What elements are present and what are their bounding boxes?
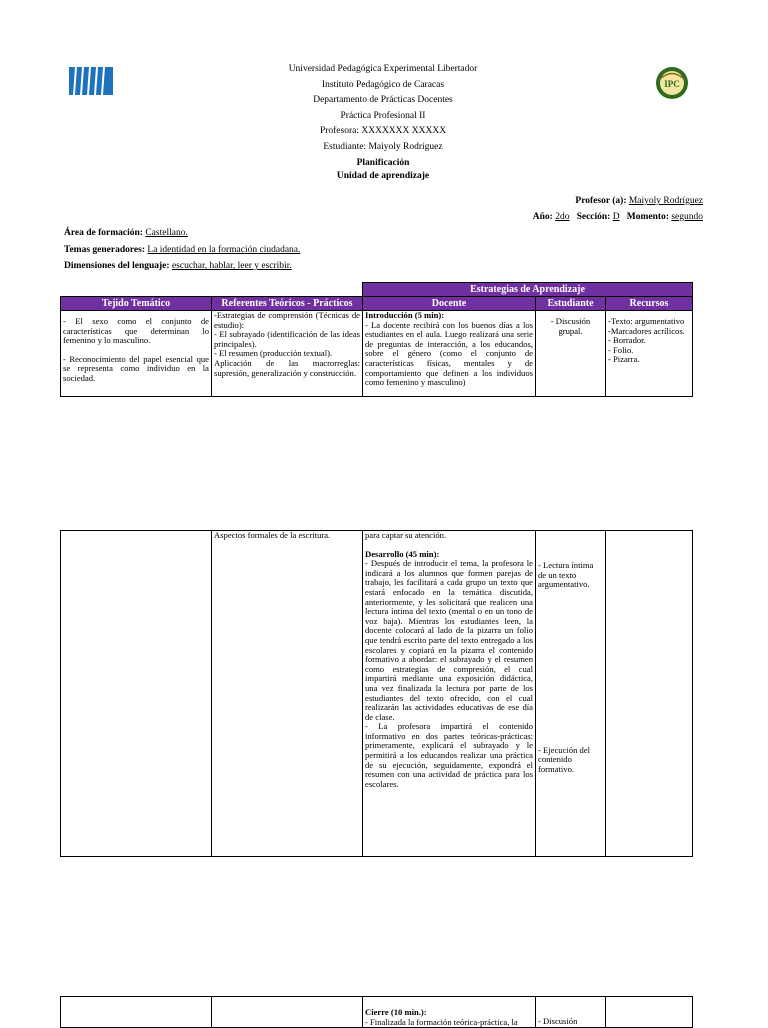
referente-item: Aplicación de las macrorreglas: supresión, generalización y construcción.: [214, 357, 360, 378]
header-line-university: Universidad Pedagógica Experimental Libertador: [288, 64, 478, 74]
introduccion-text: - La docente recibirá con los buenos días a los estudiantes en el aula. Luego realizará una serie de preguntas de interacción, a los educandos, sobre el género (como el conjunto de características físicas, mentales y de comportamiento que definen a los individuos como femenino y masculino): [365, 319, 533, 388]
area-label: Área de formación:: [64, 228, 143, 238]
recurso-item: - Borrador.: [608, 335, 646, 346]
recurso-item: -Texto: argumentativo: [608, 316, 685, 326]
docente-cell: [363, 997, 536, 1028]
table-row: [61, 531, 693, 857]
cierre-title: Cierre (10 min.):: [365, 1007, 427, 1017]
docente-cell: [363, 531, 536, 857]
document-title: Planificación: [356, 157, 410, 168]
referentes-cell: [212, 531, 363, 857]
desarrollo-text: - Después de introducir el tema, la profesora le indicará a los alumnos que formen parejas de trabajo, les facilitará a cada grupo un texto que estará enfocado en la temática discutida, anteriormente, y les solicitará que realicen una lectura íntima del texto (mental o en un tono de voz baja). Mientras los estudiantes leen, la docente colocará al lado de la pizarra un folio que tendrá escrito parte del texto entregado a los escolares y copiará en la pizarra el contenido formativo a abordar: el subrayado y el resumen como estrategias de compresión, el cual impartirá mediante una exposición didáctica, una vez finalizada la lectura por parte de los estudiantes del texto ofrecido, con el cual realizarán las actividades educativas de ese día de clase.: [365, 558, 533, 722]
desarrollo-title: Desarrollo (45 min):: [365, 548, 440, 559]
table-row: [61, 311, 693, 397]
recurso-item: - Folio.: [608, 344, 634, 355]
tejido-cell: [61, 997, 212, 1028]
university-logo: [69, 65, 113, 97]
recursos-cell: [606, 311, 693, 397]
anio-value: 2do: [555, 212, 570, 222]
referente-item: - El subrayado (identificación de las ideas principales).: [214, 329, 360, 349]
recursos-header: Recursos: [606, 297, 693, 311]
estudiante-cell: [536, 531, 606, 857]
recursos-cell: [606, 531, 693, 857]
estudiante-activity: - Ejecución del contenido formativo.: [538, 744, 591, 774]
planning-table-1: [60, 282, 693, 397]
docente-cell: [363, 311, 536, 397]
table-row: [61, 997, 693, 1028]
tejido-cell: [61, 311, 212, 397]
tejido-item: - Reconocimiento del papel esencial que se representa como individuo en la sociedad.: [63, 353, 209, 383]
recurso-item: - Pizarra.: [608, 354, 640, 365]
recursos-cell: [606, 997, 693, 1028]
seccion-label: Sección:: [576, 212, 611, 222]
header-line-department: Departamento de Prácticas Docentes: [313, 95, 453, 106]
docente-header: Docente: [363, 297, 536, 311]
estrategias-header: Estrategias de Aprendizaje: [363, 283, 693, 297]
referentes-cell: [212, 311, 363, 397]
referentes-cell: [212, 997, 363, 1028]
referente-item: Aspectos formales de la escritura.: [214, 530, 331, 540]
referentes-header: Referentes Teóricos - Prácticos: [212, 297, 363, 311]
header-line-course: Práctica Profesional II: [340, 110, 426, 121]
document-header: [230, 62, 536, 185]
planning-table-2: [60, 530, 693, 857]
docente-continuation: para captar su atención.: [365, 530, 447, 540]
referente-item: -Estrategias de comprensión (Técnicas de estudio):: [214, 310, 360, 330]
document-subtitle: Unidad de aprendizaje: [336, 171, 430, 182]
seccion-value: D: [612, 212, 620, 222]
temas-value: La identidad en la formación ciudadana.: [147, 244, 301, 255]
referente-item: - El resumen (producción textual).: [214, 348, 333, 359]
desarrollo-text: - La profesora impartirá el contenido informativo en dos partes teóricas-prácticas: primeramente, explicará el subrayado y le permitirá a los educandos realizar una práctica de su ejecución, seguidamente, expondrá el resumen con una actividad de práctica para los escolares.: [365, 721, 533, 789]
estudiante-activity: - Discusión: [538, 1016, 578, 1026]
estudiante-cell: [536, 997, 606, 1028]
planning-table-3: [60, 996, 693, 1028]
tejido-header: Tejido Temático: [61, 297, 212, 311]
dimensiones-value: escuchar, hablar, leer y escribir.: [171, 261, 292, 271]
estudiante-activity: - Discusión grupal.: [550, 316, 591, 336]
profesor-value: Maiyoly Rodríguez: [628, 196, 703, 206]
momento-value: segundo: [671, 212, 703, 222]
dimensiones-label: Dimensiones del lenguaje:: [64, 261, 170, 271]
recurso-item: -Marcadores acrílicos.: [608, 325, 685, 336]
introduccion-title: Introducción (5 min):: [365, 310, 445, 320]
tejido-cell: [61, 531, 212, 857]
area-value: Castellano.: [145, 228, 188, 238]
profesor-label: Profesor (a):: [575, 196, 627, 206]
temas-label: Temas generadores:: [64, 244, 146, 255]
estudiante-cell: [536, 311, 606, 397]
logo-text: IPC: [664, 79, 680, 89]
planning-meta: [64, 225, 300, 275]
ipc-seal-logo: [655, 66, 689, 100]
estudiante-header: Estudiante: [536, 297, 606, 311]
estudiante-activity: - Lectura íntima de un texto argumentativo.: [538, 560, 594, 590]
anio-label: Año:: [532, 212, 553, 222]
header-line-institute: Instituto Pedagógico de Caracas: [321, 79, 445, 90]
blank-header-cell: [61, 283, 363, 297]
teacher-info: [533, 193, 703, 225]
header-line-teacher: Profesora: XXXXXXX XXXXX: [319, 126, 447, 137]
momento-label: Momento:: [626, 212, 669, 222]
cierre-text: - Finalizada la formación teórica-práctica, la: [365, 1016, 518, 1027]
tejido-item: - El sexo como el conjunto de características que determinan lo femenino y lo masculino.: [63, 316, 209, 346]
header-line-student: Estudiante: Maiyoly Rodríguez: [323, 141, 443, 152]
